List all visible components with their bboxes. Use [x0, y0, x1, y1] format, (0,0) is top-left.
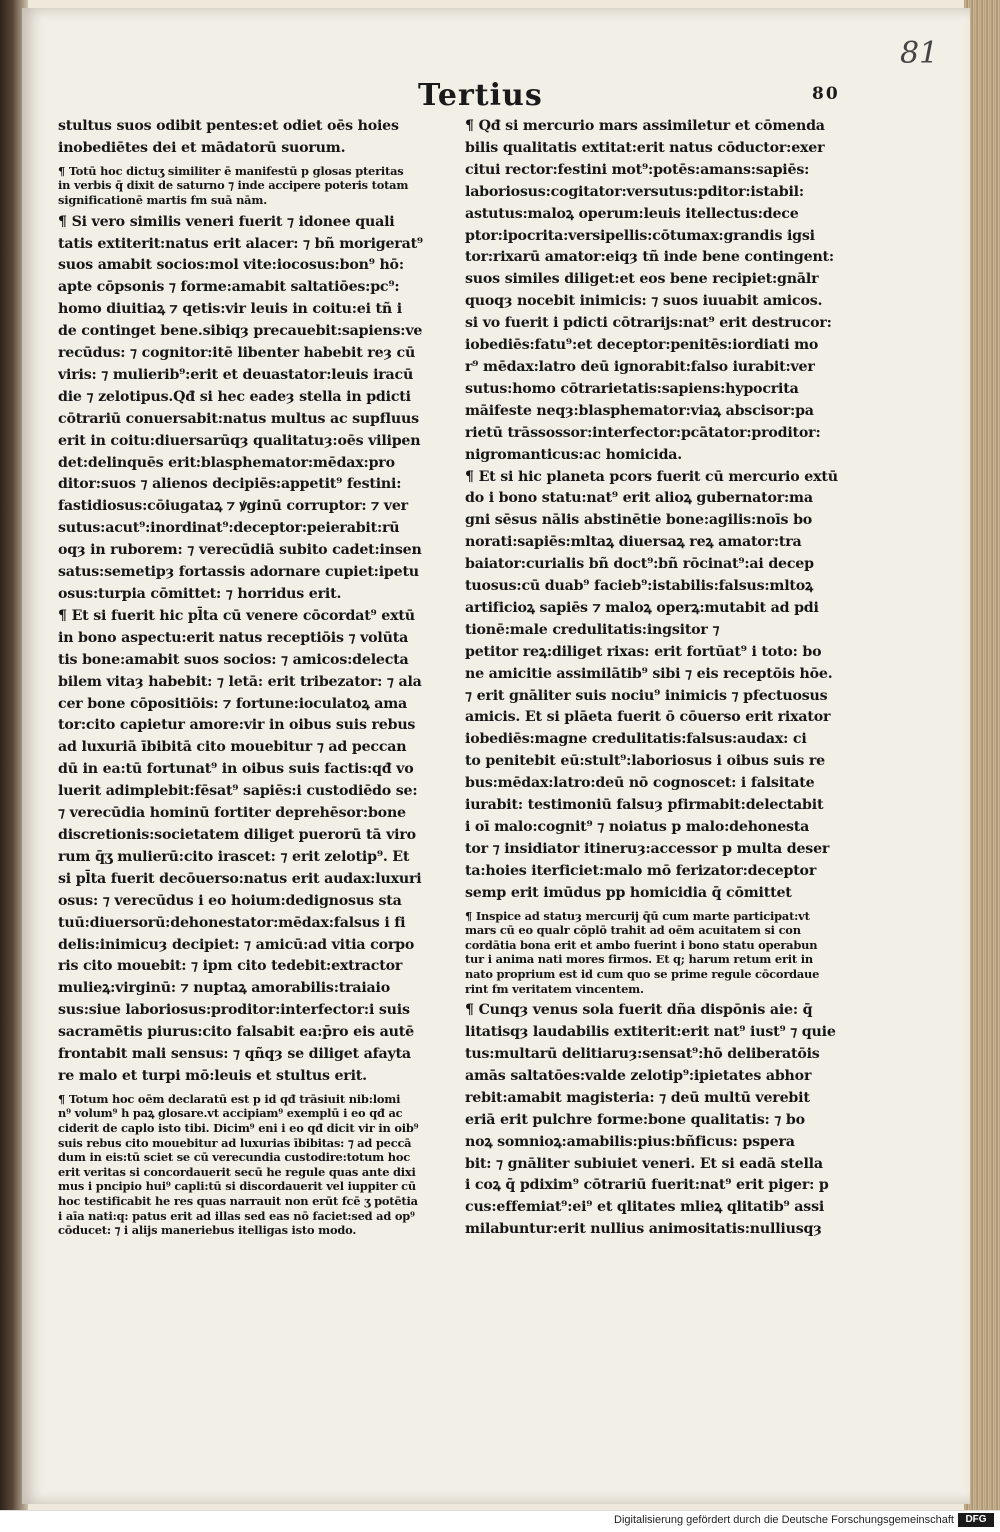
text-line: i coꝝ q̄ pdixim⁹ cōtrariū fuerit:nat⁹ erit piger: p — [465, 1177, 829, 1194]
text-line: iobediēs:fatu⁹:et deceptor:penitēs:iordiati mo — [465, 337, 819, 354]
text-line: r⁹ mēdax:latro deū ignorabit:falso iurabit:ver — [465, 358, 815, 375]
text-line: cōtrariū conuersabit:natus multus ac supfluus — [58, 410, 419, 427]
text-line: si pl̄ta fuerit decōuerso:natus erit audax:luxuri — [58, 870, 422, 887]
text-line: mulieꝝ:virginū: ⁊ nuptaꝝ amorabilis:traiaio — [58, 980, 390, 997]
text-line: osus: ⁊ verecūdus i eo hoium:dedignosus sta — [58, 892, 402, 909]
text-line: die ⁊ zelotipus.Qđ si hec eadeȝ stella in pdicti — [58, 388, 411, 405]
text-line: tuū:diuersorū:dehonestator:mēdax:falsus i fi — [58, 914, 406, 931]
gloss-line: cōducet: ⁊ i alijs maneriebus itelligas isto modo. — [58, 1223, 357, 1238]
text-line: tor ⁊ insidiator itineruȝ:accessor p multa deser — [465, 840, 830, 857]
text-line: ta:hoies iterficiet:malo mō ferizator:deceptor — [465, 862, 817, 879]
text-line: ditor:suos ⁊ alienos decipiēs:appetit⁹ festini: — [58, 476, 402, 493]
text-line: māifeste neqȝ:blasphemator:viaꝝ abscisor:pa — [465, 402, 814, 419]
text-line: ne amicitie assimilātib⁹ sibi ⁊ eis receptōis hōe. — [465, 665, 833, 682]
text-line: ad luxuriā ībibitā cito mouebitur ⁊ ad peccan — [58, 739, 407, 756]
text-line: luerit adimplebit:fēsat⁹ sapiēs:i custodiēdo se: — [58, 783, 418, 800]
text-line: gni sēsus nālis abstinētie bone:agilis:noīs bo — [465, 512, 813, 529]
text-line: sacramētis piurus:cito falsabit ea:p̄ro eis autē — [58, 1024, 414, 1041]
text-line: oqȝ in ruborem: ⁊ verecūdiā subito cadet:insen — [58, 542, 422, 559]
gloss-line: ¶ Totum hoc oēm declaratū est p id qđ trāsiuit nib:lomi — [58, 1091, 401, 1106]
text-line: osus:turpia cōmittet: ⁊ horridus erit. — [58, 586, 342, 602]
text-line: homo diuitiaꝝ ⁊ qetis:vir leuis in coitu:ei tñ i — [58, 301, 402, 318]
text-line: ¶ Et si fuerit hic pl̄ta cū venere cōcordat⁹ extū — [58, 607, 415, 624]
text-line: cer bone cōpositiōis: ⁊ fortune:ioculatoꝝ ama — [58, 695, 408, 712]
text-line: ¶ Et si hic planeta pcors fuerit cū mercurio extū — [465, 468, 838, 485]
gloss-line: nato proprium est id cum quo se prime regule cōcordaue — [465, 967, 820, 981]
text-line: laboriosus:cogitator:versutus:pditor:istabil: — [465, 183, 804, 200]
text-line: discretionis:societatem diliget puerorū tā viro — [58, 826, 416, 843]
gloss-line: in verbis q̄ dixit de saturno ⁊ inde accipere poteris totam — [58, 178, 409, 193]
gloss-line: i aīa nati:q: patus erit ad illas sed eas nō faciet:sed ad op⁹ — [58, 1208, 415, 1223]
text-line: ris cito mouebit: ⁊ ipm cito tedebit:extractor — [58, 958, 403, 975]
text-line: iurabit: testimoniū falsuȝ pfirmabit:delectabit — [465, 797, 824, 814]
gloss-line: mars cū eo qualr cōplō trahit ad oēm acuitatem si con — [465, 923, 801, 938]
gloss-line: hoc testificabit he res quas narrauit non erūt fcē ʒ potētia — [58, 1194, 418, 1208]
gloss-line: suis rebus cito mouebitur ad luxurias ībibitas: ⁊ ad peccā — [58, 1135, 412, 1150]
text-line: inobediētes dei et mādatorū suorum. — [58, 139, 346, 156]
right-text-column — [465, 116, 857, 1241]
text-line: ⁊ verecūdia hominū fortiter deprehēsor:bone — [58, 805, 406, 822]
text-line: litatisqȝ laudabilis extiterit:erit nat⁹ iust⁹ ⁊ quie — [465, 1024, 836, 1041]
text-line: amās saltatōes:valde zelotip⁹:ipietates abhor — [465, 1067, 812, 1084]
text-line: petitor reꝝ:diliget rixas: erit fortūat⁹ i toto: bo — [465, 643, 822, 660]
digitization-credit: Digitalisierung gefördert durch die Deutsche Forschungsgemeinschaft — [614, 1514, 954, 1526]
text-line: ¶ Cunqȝ venus sola fuerit dña dispōnis aie: q̄ — [465, 1002, 813, 1019]
gloss-line: ¶ Inspice ad statuȝ mercurij q̄ū cum marte participat:vt — [465, 908, 810, 923]
text-line: re malo et turpi mō:leuis et stultus erit. — [58, 1067, 367, 1084]
left-text-column — [58, 116, 452, 1238]
text-line: noꝝ somnioꝝ:amabilis:pius:bñficus: pspera — [465, 1133, 795, 1150]
text-line: bilem vitaȝ habebit: ⁊ letā: erit tribezator: ⁊ ala — [58, 673, 422, 690]
text-line: bus:mēdax:latro:deū nō cognoscet: i falsitate — [465, 775, 815, 792]
text-line: semp erit imūdus pp homicidia q̄ cōmittet — [465, 884, 792, 901]
text-line: tuosus:cū duab⁹ facieb⁹:istabilis:falsus:mltoꝝ — [465, 578, 814, 595]
text-line: stultus suos odibit pentes:et odiet oēs hoies — [58, 118, 399, 134]
running-head: Tertius — [418, 78, 543, 113]
text-line: tatis extiterit:natus erit alacer: ⁊ bñ morigerat⁹ — [58, 235, 423, 252]
dfg-logo: DFG — [958, 1513, 994, 1527]
text-line: tor:rixarū amator:eiqȝ tñ inde bene contingent: — [465, 249, 834, 266]
text-line: recūdus: ⁊ cognitor:itē libenter habebit reȝ cū — [58, 345, 416, 362]
text-line: sutus:homo cōtrarietatis:sapiens:hypocrita — [465, 380, 799, 397]
text-line: rebit:amabit magisteria: ⁊ deū multū verebit — [465, 1089, 810, 1106]
text-line: milabuntur:erit nullius animositatis:nulliusqȝ — [465, 1221, 822, 1238]
text-line: in bono aspectu:erit natus receptiōis ⁊ volūta — [58, 629, 409, 646]
text-line: rietū trāssossor:interfector:pcātator:proditor: — [465, 424, 821, 441]
gloss-line: tur i anima nati mores firmos. Et q; harum retum erit in — [465, 952, 813, 967]
text-line: viris: ⁊ mulierib⁹:erit et deuastator:leuis iracū — [58, 366, 414, 383]
text-line: quoqȝ nocebit inimicis: ⁊ suos iuuabit amicos. — [465, 293, 823, 310]
text-line: suos similes diliget:et eos bene recipiet:gnālr — [465, 271, 819, 288]
text-line: rum q̄ʒ mulierū:cito irascet: ⁊ erit zelotip⁹. Et — [58, 848, 410, 865]
gloss-line: ¶ Totū hoc dictuʒ similiter ē manifestū p glosas pteritas — [58, 163, 404, 178]
text-line: ptor:ipocrita:versipellis:cōtumax:grandis igsi — [465, 227, 815, 244]
text-line: cus:effemiat⁹:ei⁹ et qlitates mlieꝝ qlitatib⁹ assi — [465, 1199, 825, 1216]
text-line: dū in ea:tū fortunat⁹ in oibus suis factis:qđ vo — [58, 761, 414, 778]
text-line: bit: ⁊ gnāliter subiuiet veneri. Et si eadā stella — [465, 1155, 823, 1172]
text-line: delis:inimicuȝ decipiet: ⁊ amicū:ad vitia corpo — [58, 936, 415, 953]
text-line: tis bone:amabit suos socios: ⁊ amicos:delecta — [58, 651, 409, 668]
text-line: eriā erit pulchre forme:bone qualitatis: ⁊ bo — [465, 1111, 805, 1128]
text-line: artificioꝝ sapiēs ⁊ maloꝝ operꝝ:mutabit ad pdi — [465, 599, 819, 616]
text-line: frontabit mali sensus: ⁊ qñqȝ se diliget afayta — [58, 1046, 411, 1063]
gloss-line: dum in eis:tū sciet se cū verecundia custodire:totum hoc — [58, 1150, 411, 1165]
text-line: to penitebit eū:stult⁹:laboriosus i oibus suis re — [465, 753, 826, 770]
text-line: satus:semetipȝ fortassis adornare cupiet:ipetu — [58, 564, 419, 581]
text-line: apte cōpsonis ⁊ forme:amabit saltatiōes:pc⁹: — [58, 279, 400, 296]
text-line: fastidiosus:cōiugataꝝ ⁊ ꝟginū corruptor: ⁊ ver — [58, 498, 408, 515]
text-line: det:delinquēs erit:blasphemator:mēdax:pro — [58, 454, 395, 471]
printed-folio-number: 80 — [812, 84, 840, 104]
text-line: ¶ Si vero similis veneri fuerit ⁊ idonee quali — [58, 213, 395, 230]
text-line: ¶ Qđ si mercurio mars assimiletur et cōmenda — [465, 118, 825, 134]
text-line: nigromanticus:ac homicida. — [465, 446, 683, 463]
text-line: suos amabit socios:mol vite:iocosus:bon⁹ hō: — [58, 257, 404, 274]
text-line: si vo fuerit i pdicti cōtrarijs:nat⁹ erit destrucor: — [465, 315, 832, 332]
text-line: tor:cito capietur amore:vir in oibus suis rebus — [58, 717, 416, 734]
gloss-line: erit veritas si concordauerit secū he regule quas ante dixi — [58, 1164, 416, 1179]
text-line: astutus:maloꝝ operum:leuis itellectus:dece — [465, 205, 799, 222]
handwritten-folio-number: 81 — [900, 36, 939, 71]
text-line: sus:siue laboriosus:proditor:interfector:i suis — [58, 1002, 410, 1019]
text-line: citui rector:festini mot⁹:potēs:amans:sapiēs: — [465, 161, 810, 178]
text-line: ⁊ erit gnāliter suis nociu⁹ inimicis ⁊ pfectuosus — [465, 687, 828, 704]
text-line: norati:sapiēs:mltaꝝ diuersaꝝ reꝝ amator:tra — [465, 534, 802, 551]
gloss-line: cordātia bona erit et ambo fuerint i bono statu operabun — [465, 937, 818, 952]
text-line: iobediēs:magne credulitatis:falsus:audax: ci — [465, 731, 807, 748]
gloss-line: significationē martis fm suā nām. — [58, 193, 267, 207]
text-line: de continget bene.sibiqȝ precauebit:sapiens:ve — [58, 323, 423, 340]
text-line: do i bono statu:nat⁹ erit alioꝝ gubernator:ma — [465, 490, 813, 507]
text-line: erit in coitu:diuersarūqȝ qualitatuȝ:oēs vilipen — [58, 432, 421, 449]
text-line: baiator:curialis bñ doct⁹:bñ rōcinat⁹:ai decep — [465, 556, 814, 573]
text-line: amicis. Et si plāeta fuerit ō cōuerso erit rixator — [465, 709, 831, 726]
gloss-line: ciderit de caplo isto tibi. Dicim⁹ eni i eo qđ dicit vir in oib⁹ — [58, 1121, 419, 1136]
text-line: tionē:male credulitatis:ingsitor ⁊ — [465, 621, 720, 638]
text-line: bilis qualitatis extitat:erit natus cōductor:exer — [465, 139, 825, 156]
gloss-line: mus i pncipio hui⁹ capli:tū si discordauerit vel iuppiter cū — [58, 1179, 416, 1194]
gloss-line: n⁹ volum⁹ h paꝝ glosare.vt accipiam⁹ exemplū i eo qđ ac — [58, 1106, 403, 1121]
text-line: i oī malo:cognit⁹ ⁊ noiatus p malo:dehonesta — [465, 819, 810, 835]
gloss-line: rint fm veritatem vincentem. — [465, 981, 644, 996]
text-line: sutus:acut⁹:inordinat⁹:deceptor:peierabit:rū — [58, 520, 400, 537]
text-line: tus:multarū delitiaruȝ:sensat⁹:hō deliberatōis — [465, 1046, 820, 1062]
